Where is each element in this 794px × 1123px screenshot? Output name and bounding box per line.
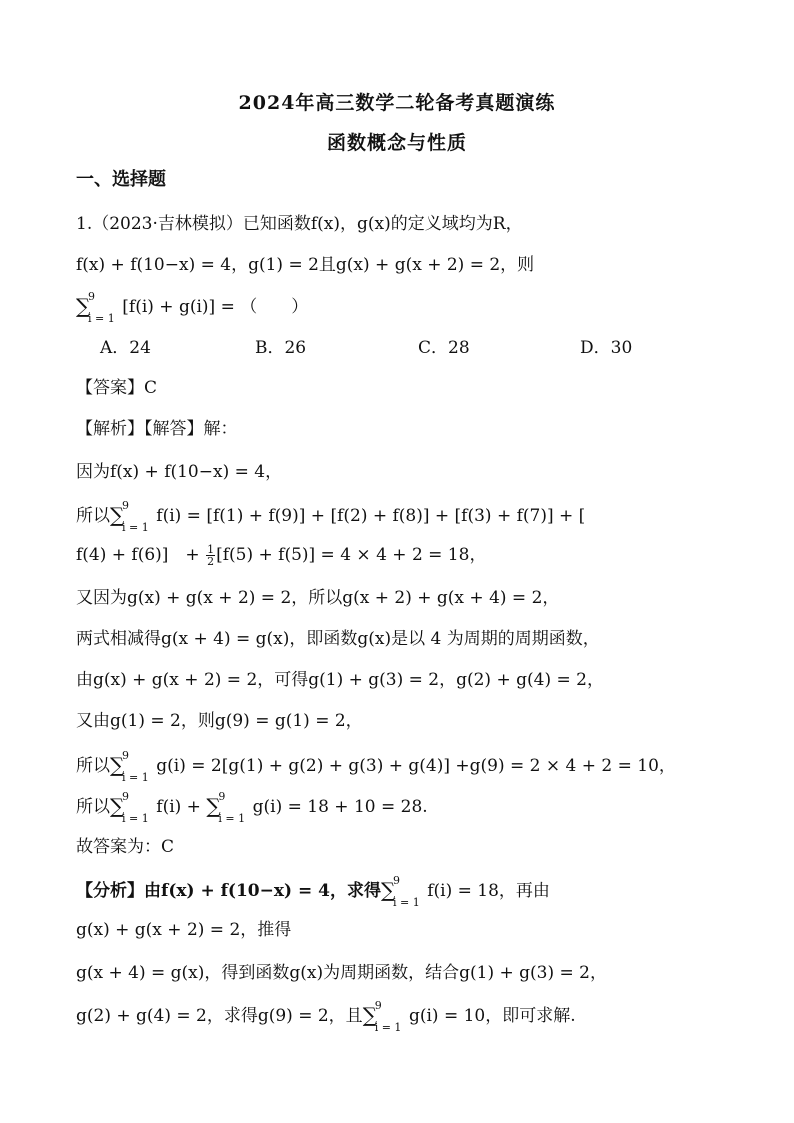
analysis-line-2: 所以∑ 9 i = 1 f(i) = [f(1) + f(9)] + [f(2) + f(8)] + [f(3) + f(7)] + [: [76, 499, 586, 534]
analysis-line-5: 两式相减得g(x + 4) = g(x)，即函数g(x)是以 4 为周期的周期函数，: [76, 629, 600, 649]
analysis-line-7: 又由g(1) = 2，则g(9) = g(1) = 2，: [76, 711, 363, 731]
analysis-line-8: 所以∑ 9 i = 1 g(i) = 2[g(1) + g(2) + g(3) + g(4)] +g(9) = 2 × 4 + 2 = 10，: [76, 749, 676, 784]
summary-line-4: g(2) + g(4) = 2，求得g(9) = 2，且∑ 9 i = 1 g(i) = 10，即可求解.: [76, 999, 576, 1034]
summary-line-1: 【分析】由f(x) + f(10−x) = 4，求得∑ 9 i = 1 f(i) = 18，再由: [76, 874, 550, 909]
option-d: D．30: [580, 338, 633, 358]
option-b: B．26: [255, 338, 307, 358]
analysis-line-6: 由g(x) + g(x + 2) = 2，可得g(1) + g(3) = 2，g(2) + g(4) = 2，: [76, 670, 604, 690]
analysis-line-3: f(4) + f(6)] + $\frac{1}{2}$ [f(5) + f(5)] = 4 × 4 + 2 = 18，: [76, 543, 487, 568]
summation-symbol: ∑ 9 i = 1: [76, 290, 115, 325]
question-stem-line-1: 1.（2023·吉林模拟）已知函数f(x)，g(x)的定义域均为R，: [76, 214, 523, 234]
fraction-one-half: $\frac{1}{2}$: [207, 543, 215, 568]
summation-symbol: ∑ 9 i = 1: [362, 999, 402, 1034]
section-heading: 一、选择题: [76, 169, 166, 190]
option-a: A．24: [100, 338, 151, 358]
page-title: 2024年高三数学二轮备考真题演练: [238, 92, 556, 114]
analysis-line-4: 又因为g(x) + g(x + 2) = 2，所以g(x + 2) + g(x + 4) = 2，: [76, 588, 560, 608]
analysis-line-9: 所以∑ 9 i = 1 f(i) + ∑ 9 i = 1 g(i) = 18 + 10 = 28.: [76, 790, 428, 825]
summary-line-3: g(x + 4) = g(x)，得到函数g(x)为周期函数，结合g(1) + g(3) = 2，: [76, 963, 607, 983]
summation-symbol: ∑ 9 i = 1: [110, 790, 149, 825]
analysis-heading: 【解析】【解答】解：: [76, 419, 238, 439]
question-stem-line-2: f(x) + f(10−x) = 4，g(1) = 2且g(x) + g(x + 2) = 2，则: [76, 255, 535, 275]
question-stem-line-3: ∑ 9 i = 1 [f(i) + g(i)] = （ ）: [76, 290, 309, 325]
analysis-line-10: 故答案为：C: [76, 837, 175, 857]
answer-label: 【答案】C: [76, 378, 158, 398]
page-subtitle: 函数概念与性质: [326, 132, 467, 154]
summation-symbol: ∑ 9 i = 1: [110, 749, 149, 784]
summation-symbol: ∑ 9 i = 1: [110, 499, 149, 534]
option-c: C．28: [418, 338, 470, 358]
summation-symbol: ∑ 9 i = 1: [380, 874, 420, 909]
analysis-line-1: 因为f(x) + f(10−x) = 4，: [76, 462, 283, 482]
summation-symbol: ∑ 9 i = 1: [206, 790, 246, 825]
summary-line-2: g(x) + g(x + 2) = 2，推得: [76, 920, 292, 940]
